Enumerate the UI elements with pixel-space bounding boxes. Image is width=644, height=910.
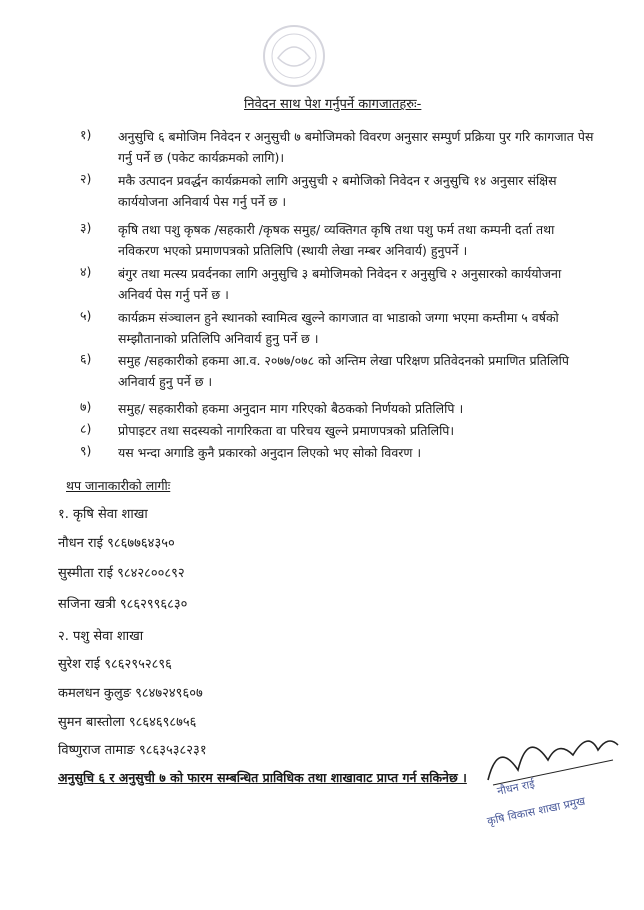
requirement-number: ६) xyxy=(80,351,92,366)
svg-text:नौधन राई: नौधन राई xyxy=(495,777,536,798)
contact-entry: नौधन राई ९८६७७६४३५० xyxy=(58,536,175,551)
requirement-text: अनुसुचि ६ बमोजिम निवेदन र अनुसुची ७ बमोजिमको विवरण अनुसार सम्पुर्ण प्रक्रिया पुर गरि कागजात पेस गर्नु पर्ने छ (पकेट कार्यक्रमको लागि)। xyxy=(118,129,594,165)
contact-entry: सजिना खत्री ९८६२९९६८३० xyxy=(58,597,188,612)
section-title: २. पशु सेवा शाखा xyxy=(58,629,144,644)
page-title: निवेदन साथ पेश गर्नुपर्ने कागजातहरुः- xyxy=(244,97,422,112)
signature-stamp xyxy=(478,700,628,850)
requirement-text: कार्यक्रम संञ्चालन हुने स्थानको स्वामित्व खुल्ने कागजात वा भाडाको जग्गा भएमा कम्तीमा ५ वर्षको सम्झौतानाको प्रतिलिपि अनिवार्य हुनु पर्ने छ । xyxy=(118,310,559,346)
requirement-text: मकै उत्पादन प्रवर्द्धन कार्यक्रमको लागि अनुसुची २ बमोजिको निवेदन र अनुसुचि १४ अनुसार संक्षिस कार्ययोजना अनिवार्य पेस गर्नु पर्ने छ । xyxy=(118,173,557,209)
contact-entry: विष्णुराज तामाङ ९८६३५३८२३१ xyxy=(58,743,207,758)
requirement-number: ७) xyxy=(80,399,92,414)
requirement-number: ५) xyxy=(80,308,92,323)
requirement-number: १) xyxy=(80,127,92,142)
contact-entry: कमलधन कुलुङ ९८४७२४९६०७ xyxy=(58,686,203,701)
requirement-number: ८) xyxy=(80,421,92,436)
requirement-text: समुह/ सहकारीको हकमा अनुदान माग गरिएको बैठकको निर्णयको प्रतिलिपि । xyxy=(118,401,464,416)
requirement-number: ९) xyxy=(80,443,92,458)
requirement-number: २) xyxy=(80,171,92,186)
requirement-number: ४) xyxy=(80,264,92,279)
more-info-heading: थप जानाकारीको लागीः xyxy=(66,478,171,493)
contact-entry: सुमन बास्तोला ९८६४६९८७५६ xyxy=(58,715,197,730)
contact-entry: सुस्मीता राई ९८४२८००८९२ xyxy=(58,566,185,581)
requirement-text: यस भन्दा अगाडि कुनै प्रकारको अनुदान लिएको भए सोको विवरण । xyxy=(118,445,422,460)
requirement-number: ३) xyxy=(80,220,92,235)
requirement-text: प्रोपाइटर तथा सदस्यको नागरिकता वा परिचय खुल्ने प्रमाणपत्रको प्रतिलिपि। xyxy=(118,423,455,438)
contact-entry: सुरेश राई ९८६२९५२८९६ xyxy=(58,657,172,672)
svg-text:कृषि विकास शाखा प्रमुख: कृषि विकास शाखा प्रमुख xyxy=(485,794,587,828)
section-title: १. कृषि सेवा शाखा xyxy=(58,507,148,522)
seal-watermark xyxy=(248,18,340,94)
footer-note: अनुसुचि ६ र अनुसुची ७ को फारम सम्बन्धित प्राविधिक तथा शाखावाट प्राप्त गर्न सकिनेछ । xyxy=(58,770,467,785)
requirement-text: कृषि तथा पशु कृषक /सहकारी /कृषक समुह/ व्यक्तिगत कृषि तथा पशु फर्म तथा कम्पनी दर्ता तथा नविकरण भएको प्रमाणपत्रको प्रतिलिपि (स्थायी लेखा नम्बर अनिवार्य) हुनुपर्ने । xyxy=(118,222,555,258)
requirement-text: समुह /सहकारीको हकमा आ.व. २०७७/०७८ को अन्तिम लेखा परिक्षण प्रतिवेदनको प्रमाणित प्रतिलिपि अनिवार्य हुनु पर्ने छ । xyxy=(118,353,569,389)
requirement-text: बंगुर तथा मत्स्य प्रवर्दनका लागि अनुसुचि ३ बमोजिमको निवेदन र अनुसुचि २ अनुसारको कार्ययोजना अनिवर्य पेस गर्नु पर्ने छ । xyxy=(118,266,562,302)
